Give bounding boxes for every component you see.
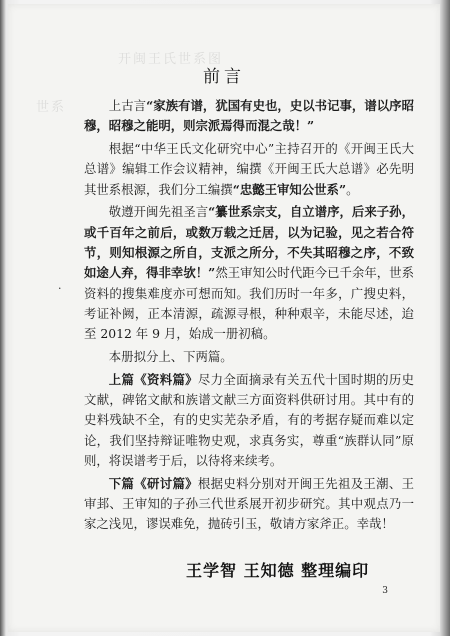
p3-quote: “纂世系宗支，自立谱序，后来子孙，或千百年之前后，或数万载之迁居，以为记验，见之若合符节，则知根源之所自，支派之所分，不失其昭穆之序，不致如途人弃，得非幸欤！” bbox=[84, 204, 414, 281]
p3-text: 然王审知公时代距今已千余年，世系资料的搜集难度亦可想而知。我们历时一年多，广搜史料，考证补阙，正本清源，疏源寻根，种种艰辛，未能尽述，迨至 2012 年 9 月，始成一册初稿。 bbox=[84, 265, 414, 342]
page-number: 3 bbox=[382, 586, 388, 596]
paragraph-3 bbox=[84, 202, 414, 344]
document-page bbox=[8, 4, 440, 632]
signature: 王学智 王知德 整理编印 bbox=[186, 561, 370, 580]
paragraph-2 bbox=[84, 139, 414, 200]
bleed-through-text-2: 世系 bbox=[36, 100, 67, 115]
p2-emphasis: “忠懿王审知公世系” bbox=[232, 181, 347, 197]
bleed-through-text: 开闽王氏世系图 bbox=[118, 52, 224, 67]
paragraph-5 bbox=[84, 370, 414, 471]
paragraph-6 bbox=[84, 474, 414, 535]
p2-end: 。 bbox=[346, 181, 359, 197]
margin-mark: · bbox=[58, 282, 62, 295]
p3-lead: 敬遵开闽先祖圣言 bbox=[108, 204, 209, 220]
paragraph-4: 本册拟分上、下两篇。 bbox=[108, 349, 233, 365]
paragraph-1 bbox=[84, 96, 414, 137]
p1-quote: “家族有谱，犹国有史也，史以书记事，谱以序昭穆，昭穆之能明，则宗派焉得而混之哉！” bbox=[84, 98, 414, 134]
p5-text: 尽力全面摘录有关五代十国时期的历史文献，碑铭文献和族谱文献三方面资料供研讨用。其中有的史料残缺不全，有的史实芜杂矛盾，有的考据存疑而难以定论，我们坚持辩证唯物史观，求真务实，尊重“族群认同”原则，将误谱考于后，以待将来续考。 bbox=[84, 371, 415, 469]
p1-lead: 上古言 bbox=[108, 98, 147, 113]
p6-label: 下篇《研讨篇》 bbox=[108, 475, 198, 491]
page-title: 前言 bbox=[203, 67, 245, 87]
p6-text: 根据史料分别对开闽王先祖及王潮、王审邽、王审知的子孙三代世系展开初步研究。其中观点乃一家之浅见，谬误难免，抛砖引玉，敬请方家斧正。幸哉！ bbox=[84, 475, 415, 532]
p5-label: 上篇《资料篇》 bbox=[108, 371, 198, 387]
document-body bbox=[84, 96, 414, 537]
p2-text: 根据“中华王氏文化研究中心”主持召开的《开闽王氏大总谱》编辑工作会议精神，编撰《开闽王氏大总谱》必先明其世系根源，我们分工编撰 bbox=[84, 141, 414, 197]
